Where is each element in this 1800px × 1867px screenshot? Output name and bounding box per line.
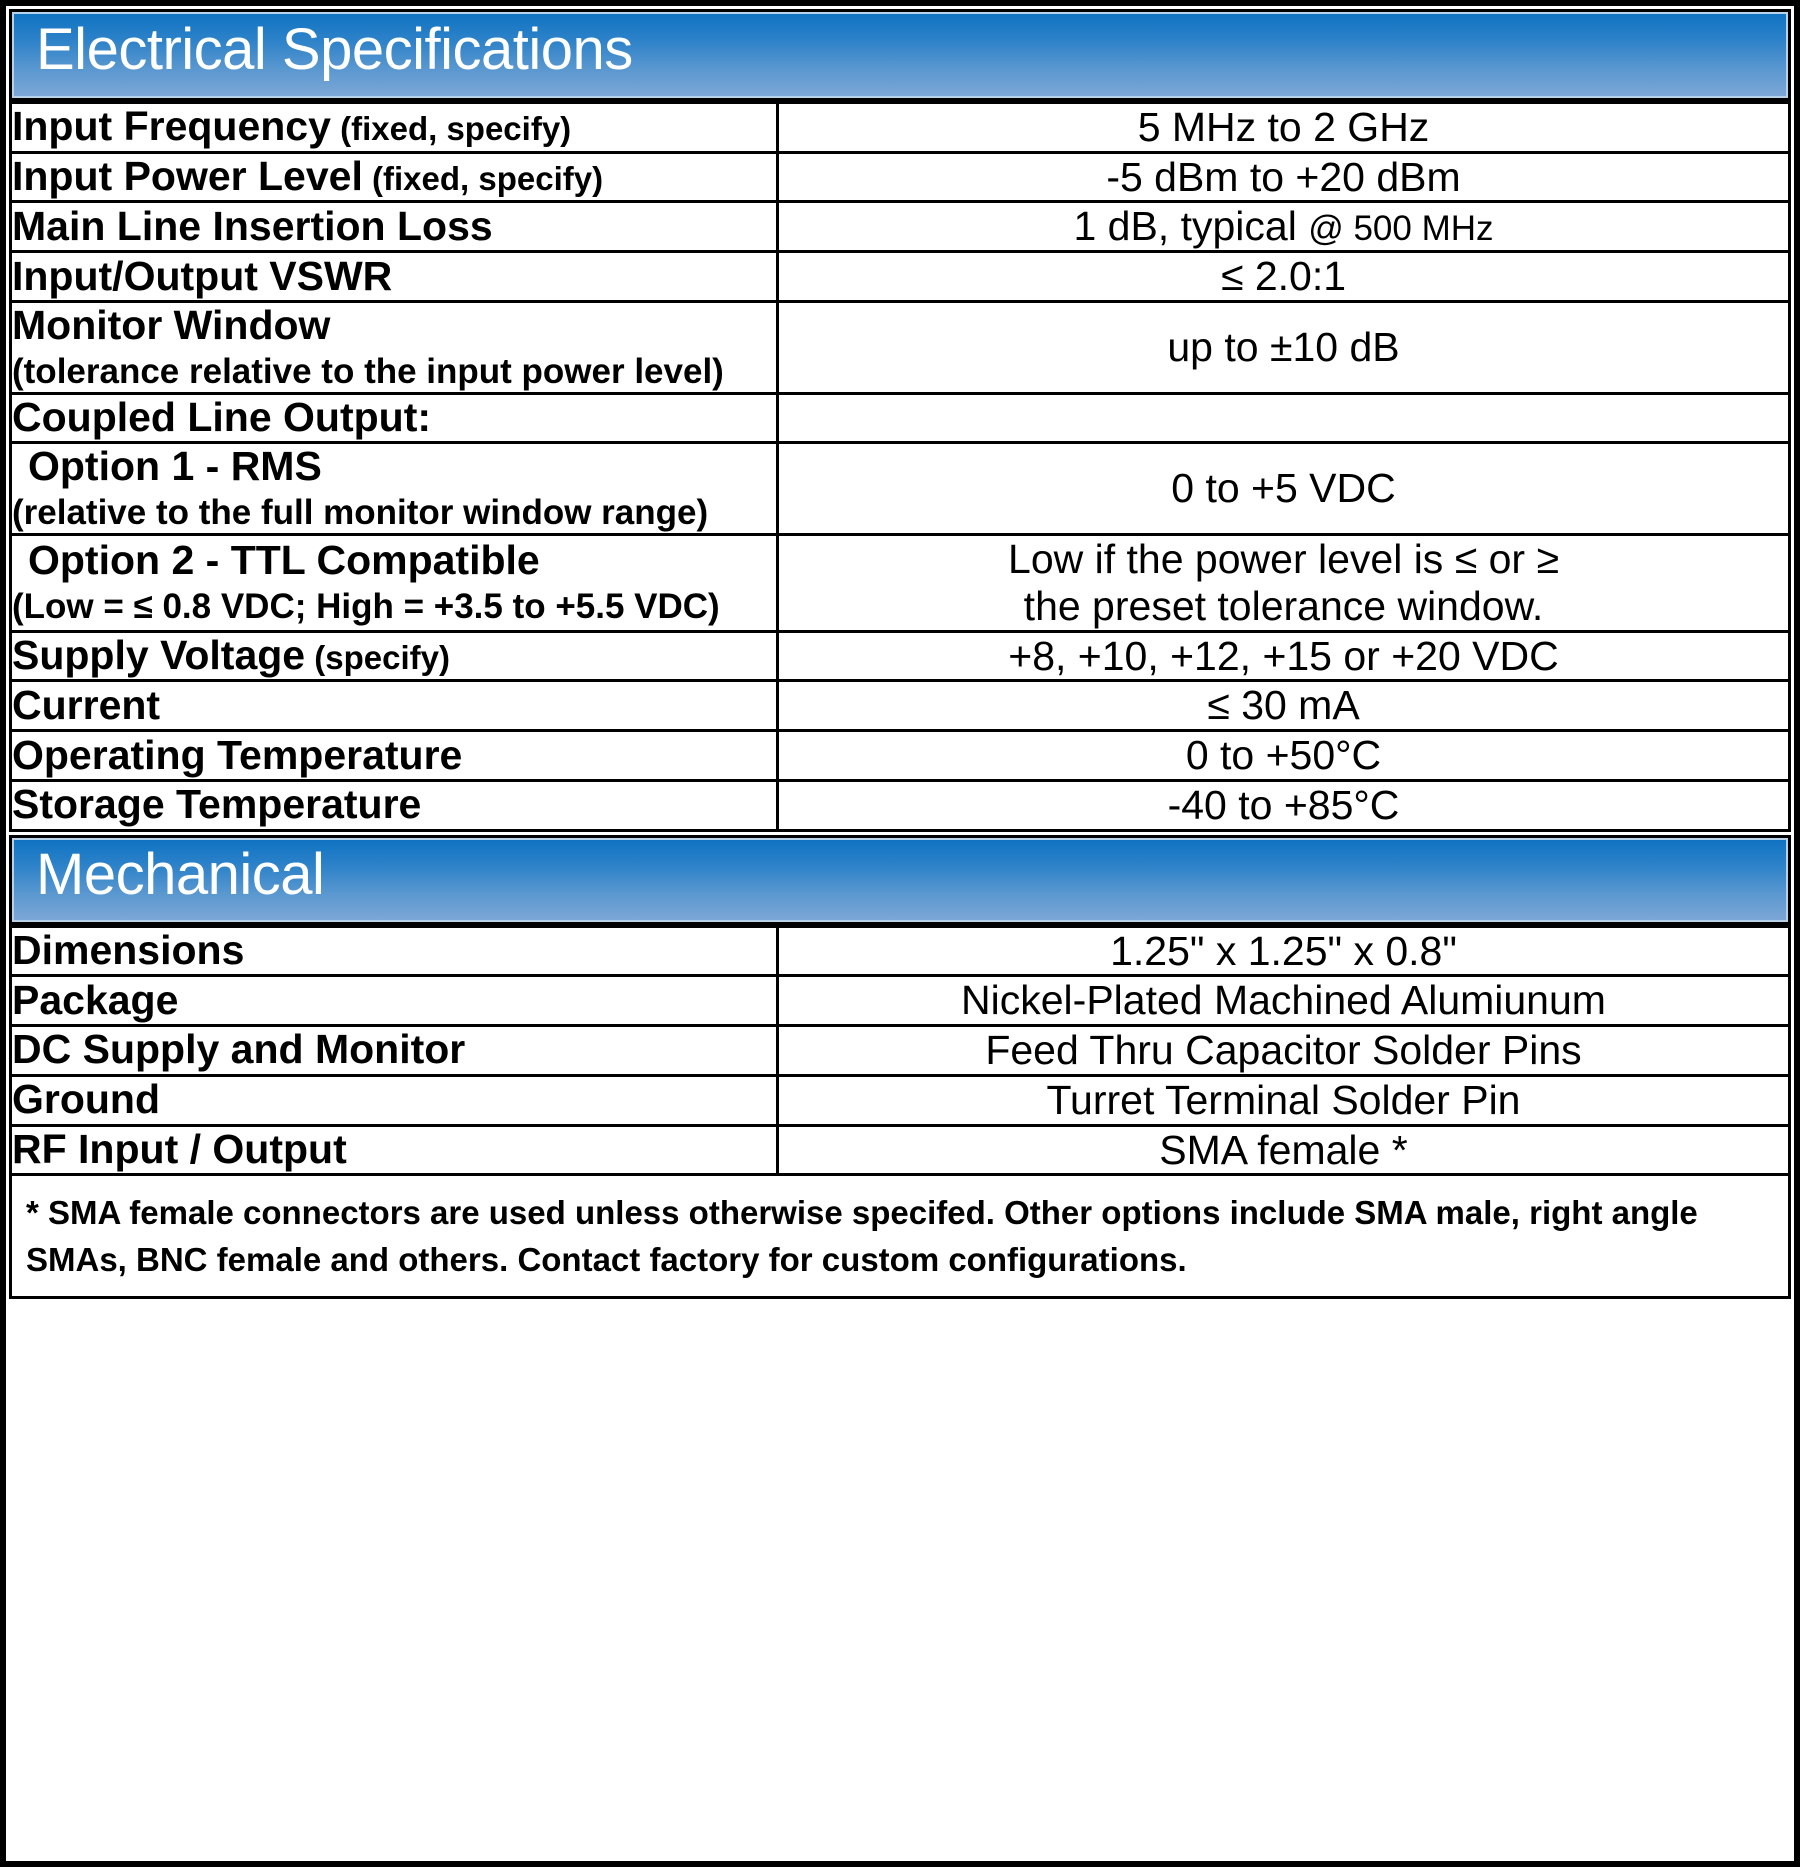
spec-label-note: (relative to the full monitor window range)	[12, 492, 709, 532]
spec-value-cell	[778, 976, 1790, 1026]
table-row	[11, 1125, 1790, 1175]
spec-value-cell	[778, 1075, 1790, 1125]
spec-label-text: Storage Temperature	[12, 781, 422, 828]
spec-value-text: ≤ 2.0:1	[1220, 253, 1347, 300]
spec-label	[12, 538, 776, 584]
spec-value-text: up to ±10 dB	[1167, 324, 1400, 371]
table-row	[11, 252, 1790, 302]
spec-label	[12, 782, 776, 828]
section-header-gradient-bar	[12, 838, 1788, 922]
footnote-row	[9, 1176, 1791, 1299]
spec-value-cell	[778, 152, 1790, 202]
spec-value	[779, 1077, 1788, 1124]
spec-value	[779, 732, 1788, 779]
mechanical-specifications-table	[9, 925, 1791, 1177]
spec-value-cell	[778, 926, 1790, 976]
section-header-mechanical	[9, 835, 1791, 925]
spec-value-cell	[778, 631, 1790, 681]
spec-label-text: Main Line Insertion Loss	[12, 202, 493, 249]
spec-label-text: RF Input / Output	[12, 1125, 347, 1172]
section-title-mechanical: Mechanical	[36, 841, 325, 907]
table-row	[11, 202, 1790, 252]
table-row	[11, 681, 1790, 731]
section-header-electrical	[9, 9, 1791, 101]
spec-label-text: Dimensions	[12, 926, 245, 973]
spec-label	[12, 444, 776, 490]
section-header-gradient-bar	[12, 12, 1788, 98]
spec-value-text: 0 to +50°C	[1185, 732, 1382, 779]
spec-label-cell	[11, 152, 778, 202]
spec-value-cell	[778, 535, 1790, 631]
electrical-specifications-table	[9, 101, 1791, 832]
spec-label-text: Option 2 - TTL Compatible	[28, 537, 540, 584]
table-row	[11, 394, 1790, 443]
spec-value-qualifier: @ 500 MHz	[1308, 209, 1494, 249]
spec-label-cell	[11, 252, 778, 302]
spec-label-cell	[11, 681, 778, 731]
spec-label	[12, 104, 776, 150]
table-row	[11, 926, 1790, 976]
spec-label-cell	[11, 443, 778, 535]
spec-value-text: -40 to +85°C	[1167, 781, 1400, 828]
spec-value	[779, 536, 1788, 583]
spec-value	[779, 324, 1788, 371]
table-row	[11, 103, 1790, 153]
spec-value-text: 0 to +5 VDC	[1171, 465, 1396, 512]
section-title-electrical: Electrical Specifications	[36, 17, 633, 82]
spec-value-cell	[778, 780, 1790, 830]
spec-value-text: Turret Terminal Solder Pin	[1046, 1076, 1521, 1123]
spec-value-text: 1.25" x 1.25" x 0.8"	[1110, 927, 1457, 974]
spec-label-cell	[11, 976, 778, 1026]
spec-value-text: SMA female *	[1159, 1126, 1408, 1173]
spec-label-cell	[11, 535, 778, 631]
table-row	[11, 443, 1790, 535]
spec-label-text: Input Power Level	[12, 153, 363, 200]
spec-label	[12, 154, 776, 200]
spec-label-text: Supply Voltage	[12, 632, 306, 679]
spec-value-text: -5 dBm to +20 dBm	[1106, 153, 1461, 200]
spec-value	[779, 633, 1788, 680]
spec-label-cell	[11, 1125, 778, 1175]
spec-label	[12, 1127, 776, 1173]
spec-label-cell	[11, 631, 778, 681]
spec-value	[779, 154, 1788, 201]
spec-value-text: 5 MHz to 2 GHz	[1137, 104, 1430, 150]
spec-value-text: Nickel-Plated Machined Alumiunum	[961, 977, 1606, 1024]
spec-label-text: Input/Output VSWR	[12, 252, 393, 299]
spec-label-text: Option 1 - RMS	[28, 443, 322, 489]
spec-value-cell	[778, 103, 1790, 153]
footnote-text: * SMA female connectors are used unless otherwise specifed. Other options include SMA male, right angle SMAs, BNC female and others. Contact factory for custom configurations.	[26, 1194, 1698, 1279]
spec-label-cell	[11, 731, 778, 781]
spec-value	[779, 465, 1788, 512]
spec-value-cell	[778, 681, 1790, 731]
spec-value	[779, 1027, 1788, 1074]
spec-value-cell	[778, 1125, 1790, 1175]
spec-label-text: Input Frequency	[12, 103, 331, 150]
spec-label-text: Coupled Line Output:	[12, 394, 432, 441]
spec-label-text: Current	[12, 681, 161, 728]
spec-label-cell	[11, 202, 778, 252]
spec-label-note: (Low = ≤ 0.8 VDC; High = +3.5 to +5.5 VDC)	[12, 587, 720, 627]
spec-label-text: Monitor Window	[12, 301, 331, 348]
spec-value-line-2: the preset tolerance window.	[1023, 582, 1544, 629]
spec-value-cell	[778, 252, 1790, 302]
table-row	[11, 1026, 1790, 1076]
spec-label-text: Operating Temperature	[12, 731, 463, 778]
table-row	[11, 731, 1790, 781]
spec-value-text: Feed Thru Capacitor Solder Pins	[985, 1027, 1582, 1074]
spec-label-cell	[11, 780, 778, 830]
spec-label-text: Package	[12, 976, 179, 1023]
spec-label	[12, 395, 776, 441]
spec-value-text: 1 dB, typical	[1073, 203, 1309, 250]
spec-label-cell	[11, 1026, 778, 1076]
spec-value-cell	[778, 202, 1790, 252]
spec-value	[779, 977, 1788, 1024]
table-row	[11, 976, 1790, 1026]
spec-label	[12, 928, 776, 974]
spec-label	[12, 254, 776, 300]
spec-label	[12, 1077, 776, 1123]
spec-value	[779, 1127, 1788, 1174]
table-row	[11, 780, 1790, 830]
table-row	[11, 301, 1790, 393]
spec-label-qualifier: (specify)	[305, 639, 450, 677]
spec-value-text: ≤ 30 mA	[1207, 682, 1360, 729]
spec-label	[12, 1027, 776, 1073]
spec-value	[779, 928, 1788, 975]
spec-value	[779, 104, 1788, 151]
spec-value-cell	[778, 731, 1790, 781]
spec-label	[12, 303, 776, 349]
spec-label-text: DC Supply and Monitor	[12, 1026, 466, 1073]
spec-label	[12, 978, 776, 1024]
spec-value	[779, 203, 1788, 250]
spec-label	[12, 204, 776, 250]
spec-label-qualifier: (fixed, specify)	[330, 110, 572, 148]
spec-label-cell	[11, 301, 778, 393]
table-row	[11, 152, 1790, 202]
spec-label-note: (tolerance relative to the input power level)	[12, 351, 724, 391]
spec-value-cell	[778, 1026, 1790, 1076]
spec-label-cell	[11, 1075, 778, 1125]
spec-value-cell	[778, 301, 1790, 393]
spec-value-cell	[778, 443, 1790, 535]
spec-value	[779, 682, 1788, 729]
spec-label-cell	[11, 926, 778, 976]
spec-label	[12, 633, 776, 679]
spec-label-text: Ground	[12, 1076, 161, 1123]
spec-value-cell	[778, 394, 1790, 443]
spec-value	[779, 253, 1788, 300]
spec-label	[12, 733, 776, 779]
spec-label-cell	[11, 394, 778, 443]
spec-label-cell	[11, 103, 778, 153]
table-row	[11, 631, 1790, 681]
spec-label	[12, 683, 776, 729]
table-row	[11, 1075, 1790, 1125]
table-row	[11, 535, 1790, 631]
bottom-spacer	[6, 1302, 1794, 1861]
spec-value	[779, 782, 1788, 829]
spec-value-text: Low if the power level is ≤ or ≥	[1008, 536, 1559, 583]
spec-value-text: +8, +10, +12, +15 or +20 VDC	[1008, 632, 1559, 679]
spec-label-qualifier: (fixed, specify)	[362, 160, 604, 198]
